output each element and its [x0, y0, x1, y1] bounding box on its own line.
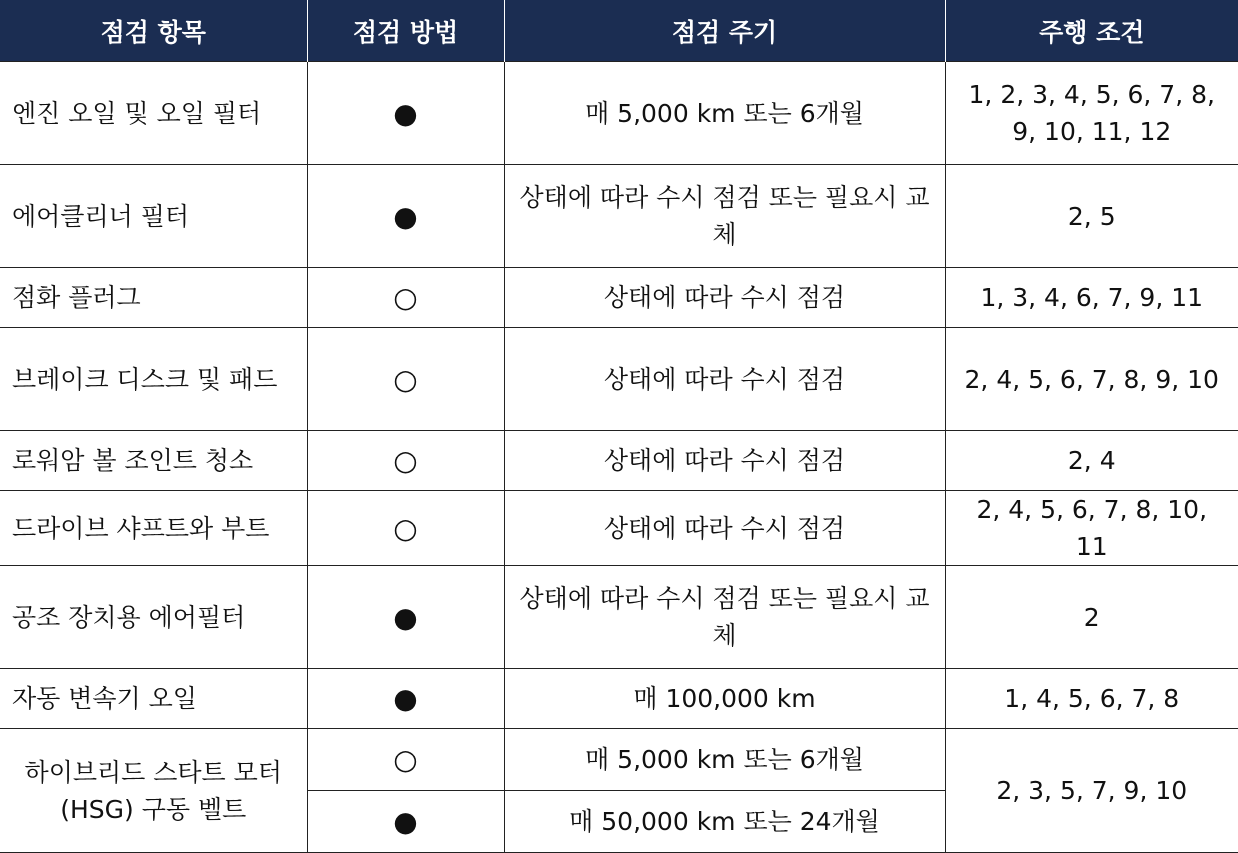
table-row	[0, 729, 1238, 791]
row-item: 자동 변속기 오일	[0, 669, 307, 729]
header-row	[0, 0, 1238, 62]
row-item: 드라이브 샤프트와 부트	[0, 491, 307, 566]
row-conditions: 1, 2, 3, 4, 5, 6, 7, 8, 9, 10, 11, 12	[945, 62, 1238, 165]
column-header-cycle: 점검 주기	[504, 0, 945, 62]
table-row	[0, 491, 1238, 566]
table-row	[0, 431, 1238, 491]
row-cycle: 매 5,000 km 또는 6개월	[504, 729, 945, 791]
method-symbol: ○	[307, 328, 504, 431]
table-row	[0, 566, 1238, 669]
row-conditions: 2, 4, 5, 6, 7, 8, 9, 10	[945, 328, 1238, 431]
row-item: 하이브리드 스타트 모터(HSG) 구동 벨트	[0, 729, 307, 853]
column-header-item: 점검 항목	[0, 0, 307, 62]
row-conditions: 2	[945, 566, 1238, 669]
row-cycle: 상태에 따라 수시 점검	[504, 328, 945, 431]
row-conditions: 2, 3, 5, 7, 9, 10	[945, 729, 1238, 853]
method-symbol: ○	[307, 491, 504, 566]
method-symbol: ●	[307, 566, 504, 669]
method-symbol: ○	[307, 431, 504, 491]
row-cycle: 매 5,000 km 또는 6개월	[504, 62, 945, 165]
row-conditions: 1, 4, 5, 6, 7, 8	[945, 669, 1238, 729]
row-conditions: 1, 3, 4, 6, 7, 9, 11	[945, 268, 1238, 328]
table-row	[0, 268, 1238, 328]
row-item: 브레이크 디스크 및 패드	[0, 328, 307, 431]
table-row	[0, 328, 1238, 431]
row-cycle: 매 50,000 km 또는 24개월	[504, 791, 945, 853]
row-conditions: 2, 4	[945, 431, 1238, 491]
method-symbol: ○	[307, 268, 504, 328]
method-symbol: ●	[307, 669, 504, 729]
method-symbol: ●	[307, 165, 504, 268]
row-cycle: 상태에 따라 수시 점검 또는 필요시 교체	[504, 165, 945, 268]
row-item: 에어클리너 필터	[0, 165, 307, 268]
row-item: 공조 장치용 에어필터	[0, 566, 307, 669]
row-cycle: 상태에 따라 수시 점검	[504, 491, 945, 566]
table-row	[0, 62, 1238, 165]
row-cycle: 상태에 따라 수시 점검	[504, 268, 945, 328]
row-item: 엔진 오일 및 오일 필터	[0, 62, 307, 165]
row-cycle: 상태에 따라 수시 점검	[504, 431, 945, 491]
row-cycle: 상태에 따라 수시 점검 또는 필요시 교체	[504, 566, 945, 669]
table-row	[0, 669, 1238, 729]
row-item: 로워암 볼 조인트 청소	[0, 431, 307, 491]
row-item: 점화 플러그	[0, 268, 307, 328]
method-symbol: ○	[307, 729, 504, 791]
method-symbol: ●	[307, 62, 504, 165]
method-symbol: ●	[307, 791, 504, 853]
table-row	[0, 165, 1238, 268]
column-header-conditions: 주행 조건	[945, 0, 1238, 62]
row-conditions: 2, 4, 5, 6, 7, 8, 10, 11	[945, 491, 1238, 566]
row-cycle: 매 100,000 km	[504, 669, 945, 729]
row-conditions: 2, 5	[945, 165, 1238, 268]
column-header-method: 점검 방법	[307, 0, 504, 62]
